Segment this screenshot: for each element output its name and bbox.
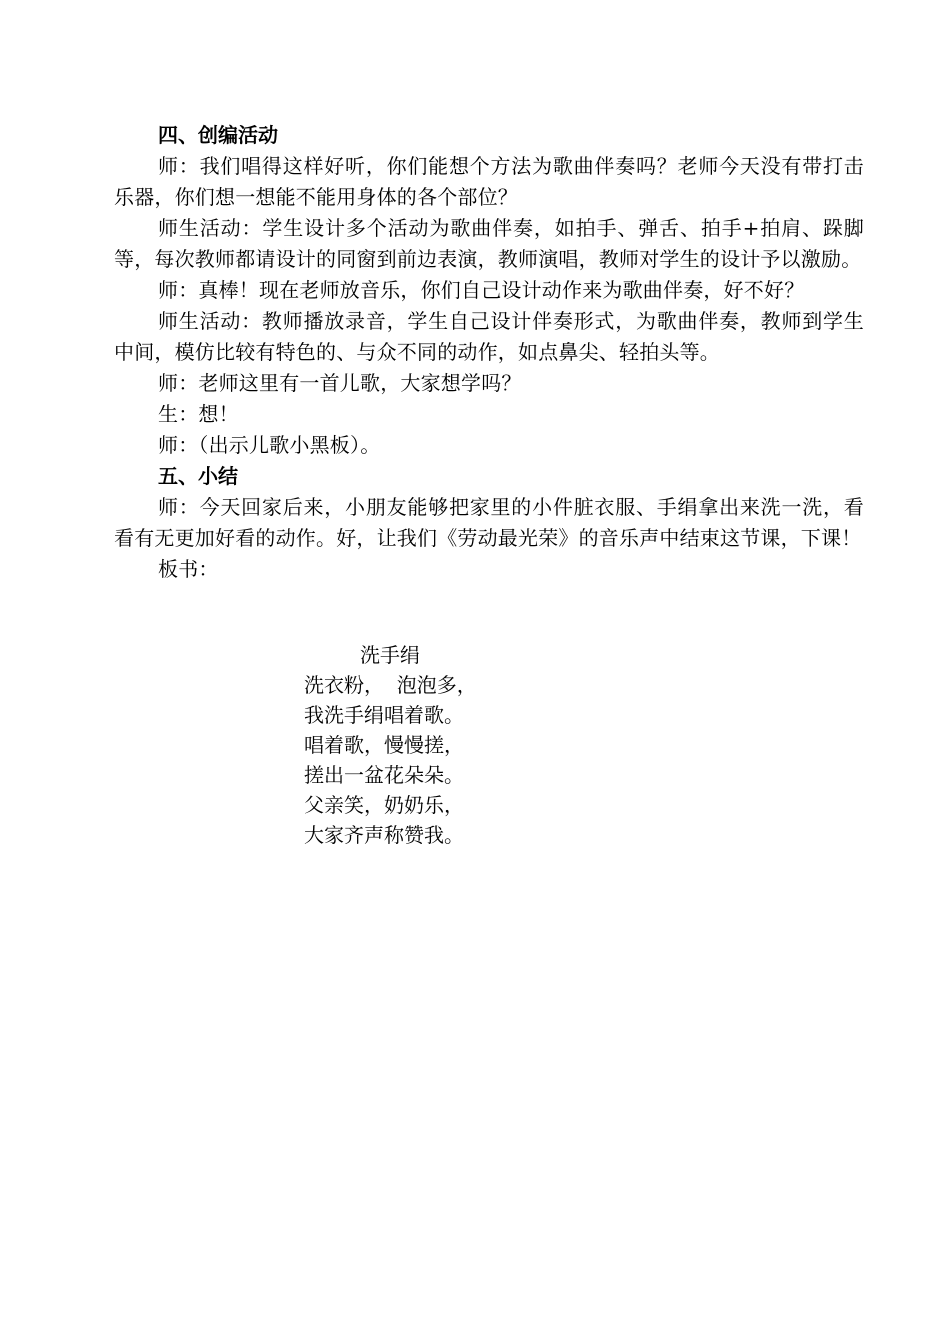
paragraph: 师：今天回家后来，小朋友能够把家里的小件脏衣服、手绢拿出来洗一洗，看看有无更加好看的动作。好，让我们《劳动最光荣》的音乐声中结束这节课，下课！ (114, 495, 864, 550)
paragraph-board-label: 板书： (158, 557, 219, 581)
paragraph: 师：（出示儿歌小黑板）。 (158, 433, 381, 457)
section-heading-create-activity: 四、创编活动 (158, 123, 278, 147)
section-heading-summary: 五、小结 (158, 464, 238, 488)
poem-title: 洗手绢 (360, 643, 420, 667)
blackboard-poem (304, 640, 604, 850)
poem-line: 搓出一盆花朵朵。 (304, 763, 464, 787)
poem-line: 我洗手绢唱着歌。 (304, 703, 464, 727)
poem-line: 唱着歌，慢慢搓， (304, 733, 464, 757)
paragraph: 师生活动：学生设计多个活动为歌曲伴奏，如拍手、弹舌、拍手+拍肩、跺脚等，每次教师都请设计的同窗到前边表演，教师演唱，教师对学生的设计予以激励。 (114, 216, 864, 271)
paragraph: 师：我们唱得这样好听，你们能想个方法为歌曲伴奏吗？老师今天没有带打击乐器，你们想一想能不能用身体的各个部位？ (114, 154, 864, 209)
poem-line: 大家齐声称赞我。 (304, 823, 464, 847)
poem-line: 父亲笑，奶奶乐， (304, 793, 464, 817)
poem-line: 洗衣粉， 泡泡多， (304, 673, 477, 697)
paragraph: 生：想！ (158, 402, 239, 426)
document-body (114, 120, 864, 585)
paragraph: 师：老师这里有一首儿歌，大家想学吗？ (158, 371, 522, 395)
paragraph: 师：真棒！现在老师放音乐，你们自己设计动作来为歌曲伴奏，好不好？ (158, 278, 805, 302)
paragraph: 师生活动：教师播放录音，学生自己设计伴奏形式，为歌曲伴奏，教师到学生中间，模仿比较有特色的、与众不同的动作，如点鼻尖、轻拍头等。 (114, 309, 864, 364)
